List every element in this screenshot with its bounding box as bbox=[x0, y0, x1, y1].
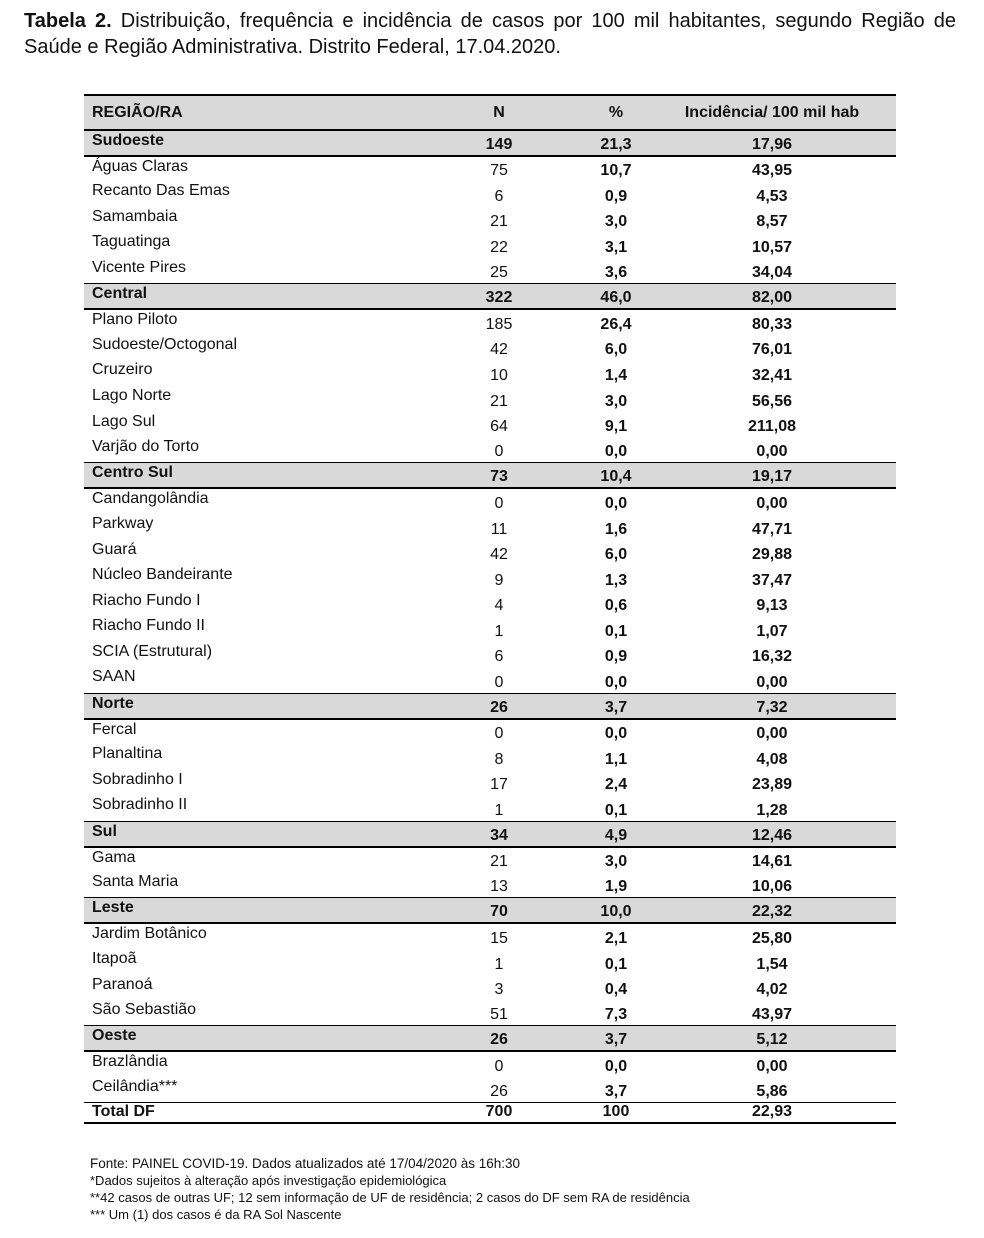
region-row bbox=[84, 898, 896, 924]
cell-incidence: 80,33 bbox=[751, 315, 793, 333]
cases-table-container bbox=[84, 94, 896, 1124]
cell-name: Sudoeste bbox=[84, 130, 414, 156]
cell-n: 17 bbox=[490, 776, 508, 794]
cell-percent: 46,0 bbox=[584, 284, 648, 310]
cell-n: 185 bbox=[485, 315, 513, 333]
cell-n: 0 bbox=[494, 494, 504, 512]
cell-name: Núcleo Bandeirante bbox=[92, 566, 233, 584]
cell-name: Samambaia bbox=[92, 207, 178, 225]
cell-incidence: 4,02 bbox=[756, 981, 788, 999]
cell-n: 149 bbox=[414, 130, 584, 156]
cell-name: Taguatinga bbox=[92, 233, 171, 251]
cell-n: 64 bbox=[490, 418, 508, 436]
cell-name: Ceilândia*** bbox=[92, 1077, 178, 1095]
cell-n: 42 bbox=[490, 341, 508, 359]
cell-name: Riacho Fundo II bbox=[92, 617, 205, 635]
cell-incidence: 17,96 bbox=[648, 130, 896, 156]
cell-percent: 10,0 bbox=[584, 898, 648, 924]
cell-incidence: 14,61 bbox=[751, 853, 793, 871]
ra-row bbox=[84, 565, 896, 591]
cell-percent: 0,0 bbox=[604, 725, 628, 743]
note-data-subject-change: *Dados sujeitos à alteração após investigação epidemiológica bbox=[90, 1173, 447, 1188]
cell-n: 0 bbox=[494, 673, 504, 691]
cell-n: 9 bbox=[494, 571, 504, 589]
cell-name: Brazlândia bbox=[92, 1053, 168, 1071]
ra-row bbox=[84, 975, 896, 1001]
region-row bbox=[84, 1026, 896, 1052]
cell-n: 4 bbox=[494, 597, 504, 615]
cell-incidence: 0,00 bbox=[756, 673, 788, 691]
cell-n: 0 bbox=[494, 725, 504, 743]
cell-incidence: 19,17 bbox=[648, 463, 896, 489]
cell-incidence: 10,06 bbox=[751, 878, 793, 896]
cell-n: 73 bbox=[414, 463, 584, 489]
cell-n: 15 bbox=[490, 930, 508, 947]
cell-name: Santa Maria bbox=[92, 873, 179, 891]
cell-n: 322 bbox=[414, 284, 584, 310]
cell-percent: 6,0 bbox=[604, 341, 628, 359]
total-row bbox=[84, 1103, 896, 1123]
ra-row bbox=[84, 232, 896, 258]
cell-name: Parkway bbox=[92, 514, 154, 532]
cell-n: 1 bbox=[494, 955, 504, 973]
cell-n: 3 bbox=[494, 981, 504, 999]
cell-name: Jardim Botânico bbox=[92, 925, 207, 943]
cell-percent: 0,1 bbox=[604, 801, 628, 819]
region-row bbox=[84, 821, 896, 847]
cell-n: 26 bbox=[490, 1083, 508, 1101]
cell-name: Sudoeste/Octogonal bbox=[92, 335, 237, 353]
cell-percent: 10,7 bbox=[600, 162, 632, 180]
cell-name: Guará bbox=[92, 540, 137, 558]
cell-n: 51 bbox=[490, 1006, 508, 1024]
note-sol-nascente: *** Um (1) dos casos é da RA Sol Nascente bbox=[90, 1207, 342, 1222]
cell-percent: 0,1 bbox=[604, 622, 628, 640]
cell-n: 8 bbox=[494, 750, 504, 768]
cell-percent: 0,1 bbox=[604, 955, 628, 973]
cell-incidence: 9,13 bbox=[756, 597, 788, 615]
table-caption bbox=[24, 8, 956, 60]
cell-name: SCIA (Estrutural) bbox=[92, 642, 213, 660]
ra-row bbox=[84, 949, 896, 975]
caption-text: Distribuição, frequência e incidência de casos por 100 mil habitantes, segundo Região de Saúde e Região Administrativa. Distrito Federal, 17.04.2020. bbox=[24, 10, 956, 58]
cell-n: 1 bbox=[494, 801, 504, 819]
cell-name: Leste bbox=[84, 898, 414, 924]
cell-incidence: 76,01 bbox=[751, 341, 793, 359]
cell-n: 6 bbox=[494, 187, 504, 205]
cell-percent: 3,7 bbox=[604, 1083, 628, 1101]
cell-name: Varjão do Torto bbox=[92, 438, 200, 456]
cell-n: 0 bbox=[494, 443, 504, 461]
cell-n: 42 bbox=[490, 546, 508, 564]
ra-row bbox=[84, 540, 896, 566]
cell-n: 11 bbox=[490, 520, 508, 538]
cell-incidence: 56,56 bbox=[751, 392, 793, 410]
caption-label: Tabela 2. bbox=[24, 10, 112, 32]
cell-n: 21 bbox=[490, 392, 508, 410]
header-regiao-ra: REGIÃO/RA bbox=[84, 95, 414, 130]
cell-name: Lago Norte bbox=[92, 386, 172, 404]
cell-percent: 2,4 bbox=[604, 776, 628, 794]
cell-percent: 0,9 bbox=[604, 648, 628, 666]
cell-percent: 3,7 bbox=[584, 693, 648, 719]
ra-row bbox=[84, 335, 896, 361]
region-row bbox=[84, 130, 896, 156]
cell-incidence: 7,32 bbox=[648, 693, 896, 719]
ra-row bbox=[84, 923, 896, 949]
cell-percent: 6,0 bbox=[604, 546, 628, 564]
cell-percent: 3,0 bbox=[604, 853, 628, 871]
ra-row bbox=[84, 719, 896, 745]
cell-name: Centro Sul bbox=[84, 463, 414, 489]
cell-n: 75 bbox=[490, 162, 508, 180]
cell-incidence: 211,08 bbox=[747, 418, 797, 436]
header-incidence: Incidência/ 100 mil hab bbox=[648, 95, 896, 130]
cell-incidence: 4,53 bbox=[756, 187, 788, 205]
cell-percent: 3,7 bbox=[584, 1026, 648, 1052]
cell-n: 13 bbox=[490, 878, 508, 896]
table-header-row bbox=[84, 95, 896, 130]
cell-n: 0 bbox=[494, 1057, 504, 1075]
ra-row bbox=[84, 795, 896, 821]
cell-incidence: 0,00 bbox=[756, 494, 788, 512]
cell-incidence: 0,00 bbox=[756, 443, 788, 461]
cell-incidence: 47,71 bbox=[751, 520, 793, 538]
cell-n: 22 bbox=[490, 238, 508, 256]
cell-name: Sul bbox=[84, 821, 414, 847]
cell-incidence: 32,41 bbox=[751, 366, 793, 384]
cell-name: Vicente Pires bbox=[92, 258, 186, 276]
ra-row bbox=[84, 872, 896, 898]
cell-incidence: 25,80 bbox=[751, 930, 793, 947]
cell-percent: 9,1 bbox=[604, 418, 628, 436]
ra-row bbox=[84, 1077, 896, 1103]
cell-percent: 0,0 bbox=[604, 673, 628, 691]
cell-incidence: 43,97 bbox=[751, 1006, 793, 1024]
cell-percent: 0,6 bbox=[604, 597, 628, 615]
cell-incidence: 5,12 bbox=[648, 1026, 896, 1052]
cell-percent: 2,1 bbox=[604, 930, 628, 947]
cell-percent: 0,0 bbox=[604, 494, 628, 512]
region-row bbox=[84, 463, 896, 489]
ra-row bbox=[84, 156, 896, 182]
table-notes bbox=[90, 1155, 950, 1223]
cell-incidence: 29,88 bbox=[751, 546, 793, 564]
cell-percent: 0,4 bbox=[604, 981, 628, 999]
cell-n: 21 bbox=[490, 213, 508, 231]
cell-percent: 21,3 bbox=[584, 130, 648, 156]
cell-incidence: 22,93 bbox=[648, 1103, 896, 1123]
region-row bbox=[84, 693, 896, 719]
cell-name: Total DF bbox=[84, 1103, 414, 1123]
cell-name: Lago Sul bbox=[92, 412, 156, 430]
cell-name: Oeste bbox=[84, 1026, 414, 1052]
cell-name: Itapoã bbox=[92, 950, 137, 967]
cell-percent: 26,4 bbox=[600, 315, 632, 333]
cell-percent: 0,9 bbox=[604, 187, 628, 205]
cell-incidence: 0,00 bbox=[756, 1057, 788, 1075]
cell-incidence: 10,57 bbox=[751, 238, 793, 256]
ra-row bbox=[84, 514, 896, 540]
cell-percent: 100 bbox=[584, 1103, 648, 1123]
cell-name: Norte bbox=[84, 693, 414, 719]
cell-incidence: 4,08 bbox=[756, 750, 788, 768]
cell-name: SAAN bbox=[92, 668, 136, 686]
header-n: N bbox=[414, 95, 584, 130]
cell-n: 10 bbox=[490, 366, 508, 384]
ra-row bbox=[84, 642, 896, 668]
cell-percent: 7,3 bbox=[604, 1006, 628, 1024]
cell-percent: 0,0 bbox=[604, 443, 628, 461]
cell-n: 21 bbox=[490, 853, 508, 871]
cell-name: Sobradinho I bbox=[92, 770, 183, 788]
cell-incidence: 23,89 bbox=[751, 776, 793, 794]
ra-row bbox=[84, 181, 896, 207]
ra-row bbox=[84, 770, 896, 796]
cell-n: 700 bbox=[414, 1103, 584, 1123]
cell-name: São Sebastião bbox=[92, 1001, 197, 1019]
cell-percent: 1,6 bbox=[604, 520, 628, 538]
ra-row bbox=[84, 1000, 896, 1026]
cell-incidence: 22,32 bbox=[648, 898, 896, 924]
cell-incidence: 8,57 bbox=[756, 213, 788, 231]
cell-incidence: 34,04 bbox=[751, 264, 793, 282]
ra-row bbox=[84, 744, 896, 770]
cell-n: 26 bbox=[414, 693, 584, 719]
cell-name: Plano Piloto bbox=[92, 311, 178, 329]
cell-percent: 1,1 bbox=[604, 750, 628, 768]
cell-percent: 1,9 bbox=[604, 878, 628, 896]
cell-percent: 1,4 bbox=[604, 366, 628, 384]
cell-n: 25 bbox=[490, 264, 508, 282]
ra-row bbox=[84, 1051, 896, 1077]
cell-incidence: 1,54 bbox=[756, 955, 788, 973]
cell-name: Sobradinho II bbox=[92, 796, 188, 814]
cell-n: 34 bbox=[414, 821, 584, 847]
ra-row bbox=[84, 591, 896, 617]
ra-row bbox=[84, 616, 896, 642]
ra-row bbox=[84, 437, 896, 463]
cell-n: 70 bbox=[414, 898, 584, 924]
cell-incidence: 1,28 bbox=[756, 801, 788, 819]
cell-name: Fercal bbox=[92, 720, 137, 738]
ra-row bbox=[84, 847, 896, 873]
cell-percent: 1,3 bbox=[604, 571, 628, 589]
note-source: Fonte: PAINEL COVID-19. Dados atualizados até 17/04/2020 às 16h:30 bbox=[90, 1156, 521, 1171]
cell-n: 1 bbox=[494, 622, 504, 640]
cell-incidence: 5,86 bbox=[756, 1083, 788, 1101]
ra-row bbox=[84, 488, 896, 514]
region-row bbox=[84, 284, 896, 310]
ra-row bbox=[84, 360, 896, 386]
cell-name: Candangolândia bbox=[92, 490, 209, 508]
cell-percent: 3,6 bbox=[604, 264, 628, 282]
cell-name: Planaltina bbox=[92, 745, 163, 763]
cell-percent: 3,0 bbox=[604, 392, 628, 410]
cell-percent: 3,1 bbox=[604, 238, 628, 256]
cell-name: Central bbox=[84, 284, 414, 310]
ra-row bbox=[84, 309, 896, 335]
note-other-uf: **42 casos de outras UF; 12 sem informação de UF de residência; 2 casos do DF sem RA de residência bbox=[90, 1190, 690, 1205]
cell-name: Gama bbox=[92, 848, 136, 866]
cell-name: Paranoá bbox=[92, 975, 153, 993]
cell-incidence: 82,00 bbox=[648, 284, 896, 310]
cell-percent: 4,9 bbox=[584, 821, 648, 847]
cell-incidence: 1,07 bbox=[756, 622, 788, 640]
cell-n: 26 bbox=[414, 1026, 584, 1052]
cell-name: Riacho Fundo I bbox=[92, 591, 201, 609]
cell-n: 6 bbox=[494, 648, 504, 666]
cell-incidence: 43,95 bbox=[751, 162, 793, 180]
ra-row bbox=[84, 412, 896, 438]
cell-incidence: 0,00 bbox=[756, 725, 788, 743]
header-percent: % bbox=[584, 95, 648, 130]
cell-percent: 3,0 bbox=[604, 213, 628, 231]
cases-table bbox=[84, 94, 896, 1124]
cell-incidence: 16,32 bbox=[751, 648, 793, 666]
cell-percent: 10,4 bbox=[584, 463, 648, 489]
cell-incidence: 12,46 bbox=[648, 821, 896, 847]
cell-percent: 0,0 bbox=[604, 1057, 628, 1075]
cell-name: Recanto Das Emas bbox=[92, 182, 230, 200]
cell-name: Águas Claras bbox=[92, 157, 189, 175]
cell-name: Cruzeiro bbox=[92, 361, 153, 379]
cell-incidence: 37,47 bbox=[751, 571, 793, 589]
ra-row bbox=[84, 386, 896, 412]
ra-row bbox=[84, 258, 896, 284]
ra-row bbox=[84, 207, 896, 233]
table-body bbox=[84, 130, 896, 1123]
ra-row bbox=[84, 667, 896, 693]
